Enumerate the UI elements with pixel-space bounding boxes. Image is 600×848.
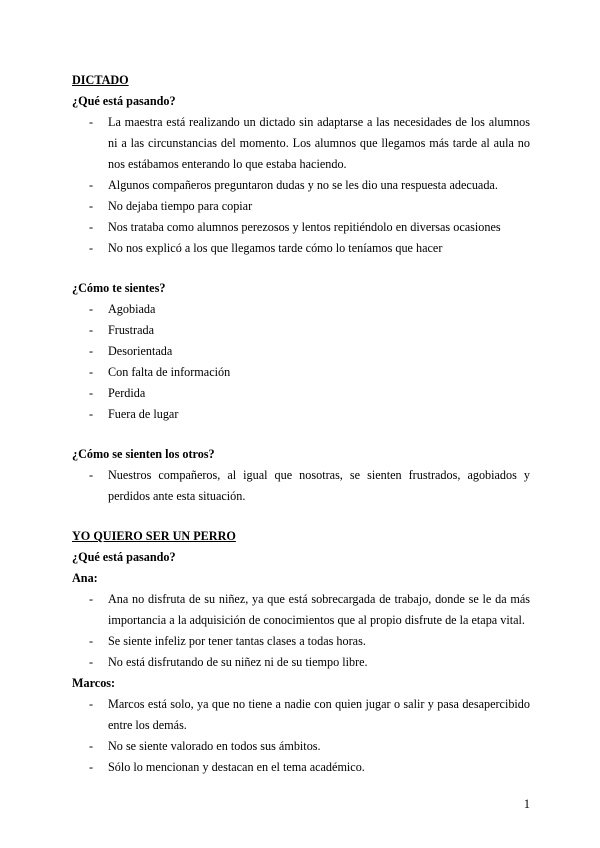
list-item: - Nuestros compañeros, al igual que nosotras, se sienten frustrados, agobiados y perdidos ante esta situación. bbox=[72, 465, 530, 507]
list-item: - Ana no disfruta de su niñez, ya que está sobrecargada de trabajo, donde se le da más importancia a la adquisición de conocimientos que al propio disfrute de la etapa vital. bbox=[72, 589, 530, 631]
list-item: - Sólo lo mencionan y destacan en el tema académico. bbox=[72, 757, 530, 778]
character-name-ana: Ana: bbox=[72, 571, 98, 585]
spacer bbox=[72, 507, 530, 526]
question-heading: ¿Cómo se sienten los otros? bbox=[72, 447, 215, 461]
list-item: - Frustrada bbox=[72, 320, 530, 341]
list-item: - Algunos compañeros preguntaron dudas y no se les dio una respuesta adecuada. bbox=[72, 175, 530, 196]
list-item: - No nos explicó a los que llegamos tarde cómo lo teníamos que hacer bbox=[72, 238, 530, 259]
list-item: - Fuera de lugar bbox=[72, 404, 530, 425]
question-heading: ¿Qué está pasando? bbox=[72, 94, 176, 108]
page-content bbox=[72, 70, 530, 778]
question-heading: ¿Cómo te sientes? bbox=[72, 281, 166, 295]
list-item: - Con falta de información bbox=[72, 362, 530, 383]
list-item: - Desorientada bbox=[72, 341, 530, 362]
list-item: - Agobiada bbox=[72, 299, 530, 320]
character-name-marcos: Marcos: bbox=[72, 676, 116, 690]
spacer bbox=[72, 259, 530, 278]
bullet-list bbox=[72, 694, 530, 778]
bullet-list bbox=[72, 589, 530, 673]
list-item: - No se siente valorado en todos sus ámbitos. bbox=[72, 736, 530, 757]
list-item: - Se siente infeliz por tener tantas clases a todas horas. bbox=[72, 631, 530, 652]
list-item: - La maestra está realizando un dictado sin adaptarse a las necesidades de los alumnos ni a las circunstancias del momento. Los alumnos que llegamos más tarde al aula no nos estábamos enterando lo que estaba haciendo. bbox=[72, 112, 530, 175]
list-item: - No dejaba tiempo para copiar bbox=[72, 196, 530, 217]
question-heading: ¿Qué está pasando? bbox=[72, 550, 176, 564]
bullet-list bbox=[72, 299, 530, 425]
bullet-list bbox=[72, 112, 530, 259]
list-item: - No está disfrutando de su niñez ni de su tiempo libre. bbox=[72, 652, 530, 673]
list-item: - Marcos está solo, ya que no tiene a nadie con quien jugar o salir y pasa desapercibido entre los demás. bbox=[72, 694, 530, 736]
list-item: - Perdida bbox=[72, 383, 530, 404]
page-number: 1 bbox=[523, 797, 530, 811]
section-title-dictado: DICTADO bbox=[72, 73, 129, 87]
section-title-perro: YO QUIERO SER UN PERRO bbox=[72, 529, 236, 543]
bullet-list bbox=[72, 465, 530, 507]
list-item: - Nos trataba como alumnos perezosos y lentos repitiéndolo en diversas ocasiones bbox=[72, 217, 530, 238]
spacer bbox=[72, 425, 530, 444]
